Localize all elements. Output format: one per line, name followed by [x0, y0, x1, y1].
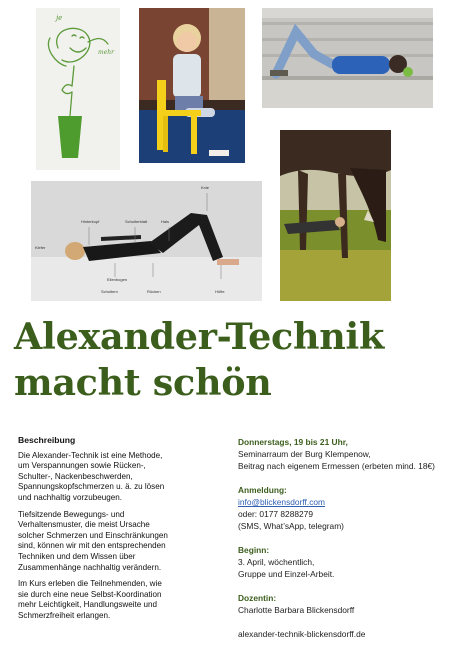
messaging-options: (SMS, What’sApp, telegram)	[238, 521, 344, 531]
drawing-text-je: je	[56, 14, 63, 22]
diagram-label-ruecken: Rücken	[147, 289, 161, 294]
teacher-name: Charlotte Barbara Blickensdorff	[238, 605, 355, 615]
description-heading: Beschreibung	[18, 435, 76, 445]
lying-posture-diagram-photo	[31, 181, 262, 301]
teacher-heading: Dozentin:	[238, 593, 277, 603]
diagram-label-kiefer: Kiefer	[35, 245, 46, 250]
diagram-label-schultern: Schultern	[101, 289, 118, 294]
diagram-label-huefte: Hüfte	[215, 289, 225, 294]
title-line-2: macht schön	[14, 361, 272, 404]
start-format: Gruppe und Einzel-Arbeit.	[238, 569, 335, 579]
smiling-figure-icon	[36, 8, 120, 170]
horse-and-person-photo	[280, 130, 391, 301]
green-figure-drawing	[36, 8, 120, 170]
description-paragraph-3: Im Kurs erleben die Teilnehmenden, wie sie durch eine neue Selbst-Koordination mehr Leichtigkeit, Handlungsweite und Schmerzfreiheit erlangen.	[18, 579, 162, 620]
description-paragraph-2: Tiefsitzende Bewegungs- und Verhaltensmuster, die meist Ursache solcher Schmerzen und Einschränkungen sind, können wir mit den entsprechenden Techniken und dem Wissen über Zusammenhänge nachhaltig verändern.	[18, 509, 168, 572]
phone-number: oder: 0177 8288279	[238, 509, 313, 519]
schedule-block	[238, 436, 463, 472]
diagram-label-hinterkopf: Hinterkopf	[81, 219, 100, 224]
diagram-label-knie: Knie	[201, 185, 210, 190]
drawing-text-mehr: mehr	[98, 49, 114, 56]
signup-block	[238, 484, 463, 532]
child-on-chair-photo	[139, 8, 245, 163]
description-paragraph-1: Die Alexander-Technik ist eine Methode, um Verspannungen sowie Rücken-, Schulter-, Nackenbeschwerden, Spannungskopfschmerzen u. ä. zu lösen und nachhaltig vorzubeugen.	[18, 450, 165, 502]
diagram-label-hals: Hals	[161, 219, 170, 224]
description-section	[18, 435, 170, 628]
title-line-1: Alexander-Technik	[14, 315, 384, 358]
course-info-section	[238, 436, 463, 640]
man-on-stairs-photo	[262, 8, 433, 108]
start-heading: Beginn:	[238, 545, 270, 555]
website-url: alexander-technik-blickensdorff.de	[238, 629, 366, 639]
teacher-block	[238, 592, 463, 616]
signup-heading: Anmeldung:	[238, 485, 287, 495]
schedule-fee: Beitrag nach eigenem Ermessen (erbeten mind. 18€)	[238, 461, 435, 471]
diagram-label-schulterblatt: Schulterblatt	[125, 219, 148, 224]
page-title	[14, 314, 464, 406]
schedule-location: Seminarraum der Burg Klempenow,	[238, 449, 371, 459]
start-date: 3. April, wöchentlich,	[238, 557, 315, 567]
schedule-time: Donnerstags, 19 bis 21 Uhr,	[238, 437, 348, 447]
diagram-label-ellenbogen: Ellenbogen	[107, 277, 128, 282]
start-block	[238, 544, 463, 580]
email-link[interactable]: info@blickensdorff.com	[238, 497, 326, 507]
